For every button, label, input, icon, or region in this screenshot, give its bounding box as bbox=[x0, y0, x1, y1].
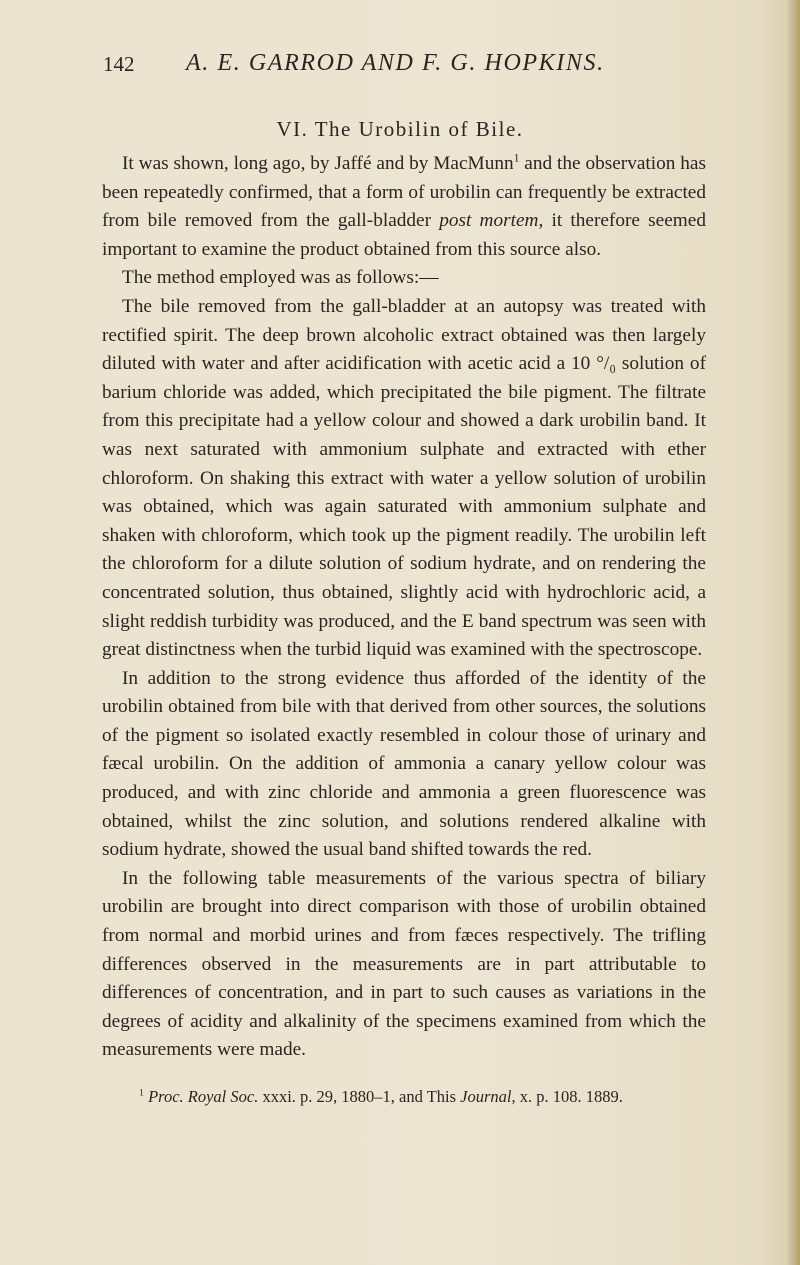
page-number: 142 bbox=[103, 52, 135, 76]
footnote: $^1$ Proc. Royal Soc. xxxi. p. 29, 1880–1, and This Journal, x. p. 108. 1889. bbox=[139, 1087, 623, 1106]
paragraph-3: The bile removed from the gall-bladder at an autopsy was treated with rectified spirit. The deep brown alcoholic extract obtained was then largely diluted with water and after acidification with acetic acid a 10 °/₀ solution of barium chloride was added, which precipitated the bile pigment. The filtrate from this precipitate had a yellow colour and showed a dark urobilin band. It was next saturated with ammonium sulphate and extracted with ether chloroform. On shaking this extract with water a yellow solution of urobilin was obtained, which was again saturated with ammonium sulphate and shaken with chloroform, which took up the pigment readily. The urobilin left the chloroform for a dilute solution of sodium hydrate, and on rendering the concentrated solution, thus obtained, slightly acid with hydrochloric acid, a slight reddish turbidity was produced, and the E band spectrum was seen with great distinctness when the turbid liquid was examined with the spectroscope. bbox=[102, 295, 706, 661]
footnote-marker: 1 bbox=[139, 1087, 144, 1099]
footnote-journal-1: Proc. Royal Soc. bbox=[148, 1087, 259, 1106]
italic-phrase: post mortem bbox=[439, 210, 539, 232]
running-head: A. E. GARROD AND F. G. HOPKINS. bbox=[186, 50, 605, 76]
footnote-ref: 1 bbox=[513, 151, 520, 165]
paragraph-4: In addition to the strong evidence thus afforded of the identity of the urobilin obtained from bile with that derived from other sources, the solutions of the pigment so isolated exactly resembled in colour those of urinary and fæcal urobilin. On the addition of ammonia a canary yellow colour was produced, and with zinc chloride and ammonia a green fluorescence was obtained, whilst the zinc solution, and solutions rendered alkaline with sodium hydrate, showed the usual band shifted towards the red. bbox=[102, 667, 706, 861]
page-header bbox=[103, 52, 723, 86]
paragraph-1: It was shown, long ago, by Jaffé and by MacMunn$^1$ and the observation has been repeatedly confirmed, that a form of urobilin can frequently be extracted from bile removed from the gall-bladder post mortem, it therefore seemed important to examine the product obtained from this source also. bbox=[102, 151, 706, 260]
section-title: VI. The Urobilin of Bile. bbox=[276, 117, 524, 141]
page-edge-shadow bbox=[786, 0, 800, 1265]
paragraph-5: In the following table measurements of the various spectra of biliary urobilin are brought into direct comparison with those of urobilin obtained from normal and morbid urines and from fæces respectively. The trifling differences observed in the measurements are in part attributable to differences of concentration, and in part to such causes as variations in the degrees of acidity and alkalinity of the specimens examined from which the measurements were made. bbox=[102, 867, 706, 1061]
body-text bbox=[102, 150, 706, 1065]
paragraph-2: The method employed was as follows:— bbox=[122, 267, 439, 289]
footnote-journal-2: Journal bbox=[460, 1087, 512, 1106]
